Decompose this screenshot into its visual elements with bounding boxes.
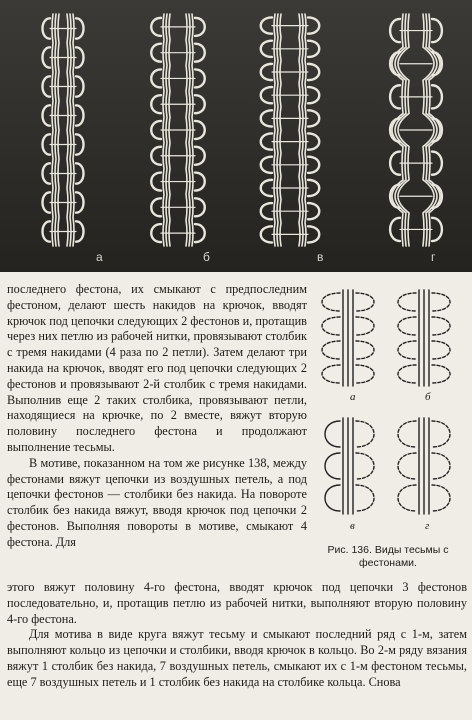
diagram-festoon xyxy=(432,421,450,447)
diagram-festoon xyxy=(398,453,416,479)
photo-label-v: в xyxy=(317,250,324,264)
diagram-festoon xyxy=(398,341,416,359)
diagram-festoon xyxy=(432,341,450,359)
figure-letter-v: в xyxy=(350,520,355,532)
photo-label-a: а xyxy=(96,250,103,264)
diagram-festoon xyxy=(356,293,374,311)
paragraph: В мотиве, показанном на том же рисунке 138, между фестонами вяжут цепочки из воздушных петель, а под цепочки фестонов — столбики без накида. На повороте столбик без накида вяжут, вводя крючок под цепочки 2 фестонов. Выполняя повороты в мотиве, смыкают 4 фестона. Для xyxy=(7,455,307,549)
diagram-festoon xyxy=(322,365,340,383)
body-text-full xyxy=(7,580,467,691)
figure-136-drawing xyxy=(312,286,468,536)
diagram-side-loop xyxy=(325,453,340,479)
diagram-side-loop xyxy=(325,485,340,511)
diagram-festoon xyxy=(356,365,374,383)
diagram-festoon xyxy=(356,317,374,335)
diagram-festoon xyxy=(398,421,416,447)
diagram-festoon xyxy=(356,485,374,511)
diagram-festoon xyxy=(356,421,374,447)
diagram-festoon xyxy=(398,293,416,311)
figure-letter-a: а xyxy=(350,391,356,403)
diagram-festoon xyxy=(432,365,450,383)
diagram-festoon xyxy=(432,453,450,479)
diagram-side-loop xyxy=(325,421,340,447)
diagram-festoon xyxy=(322,293,340,311)
diagram-festoon xyxy=(398,317,416,335)
paragraph: Для мотива в виде круга вяжут тесьму и смыкают последний ряд с 1-м, затем выполняют кольцо из цепочки и столбики, вводя крючок в кольцо. Во 2-м ряду вязания вяжут 1 столбик без накида, 7 воздушных петель, смыкают их с 1-м фестоном тесьмы, еще 7 воздушных петель и 1 столбик без накида на столбике кольца. Снова xyxy=(7,627,467,689)
paragraph: последнего фестона, их смыкают с предпоследним фестоном, делают шесть накидов на крючок, вводят крючок под цепочки следующих 2 фестонов и, протащив через них петлю из рабочей нитки, провязывают столбик с тремя накидами (4 раза по 2 петли). Затем делают три накида на крючок, вводят его под цепочки следующих 2 фестонов и провязывают 2-й столбик с тремя накидами. Выполнив еще 2 таких столбика, провязывают петли, находящиеся на крючке, по 2 вместе, вяжут вторую половину последнего фестона и продолжают выполнение тесьмы. xyxy=(7,282,307,454)
diagram-festoon xyxy=(398,485,416,511)
diagram-festoon xyxy=(322,341,340,359)
body-text-column xyxy=(7,282,307,551)
photo-label-b: б xyxy=(203,250,210,264)
paragraph: этого вяжут половину 4-го фестона, вводят крючок под цепочки 3 фестонов последовательно, и, протащив петлю из рабочей нитки, выполняют вторую половину 4-го фестона. xyxy=(7,580,467,626)
diagram-festoon xyxy=(432,485,450,511)
figure-letter-g: г xyxy=(425,520,430,532)
diagram-festoon xyxy=(322,317,340,335)
braid-samples-illustration xyxy=(0,0,472,272)
diagram-festoon xyxy=(356,453,374,479)
diagram-festoon xyxy=(398,365,416,383)
photo-label-g: г xyxy=(431,250,436,264)
diagram-festoon xyxy=(432,317,450,335)
diagram-festoon xyxy=(356,341,374,359)
figure-caption: Рис. 136. Виды тесьмы с фестонами. xyxy=(327,544,449,569)
braid-diagram xyxy=(312,286,468,536)
diagram-festoon xyxy=(432,293,450,311)
crochet-braid-photo xyxy=(0,0,472,272)
figure-letter-b: б xyxy=(425,391,431,403)
